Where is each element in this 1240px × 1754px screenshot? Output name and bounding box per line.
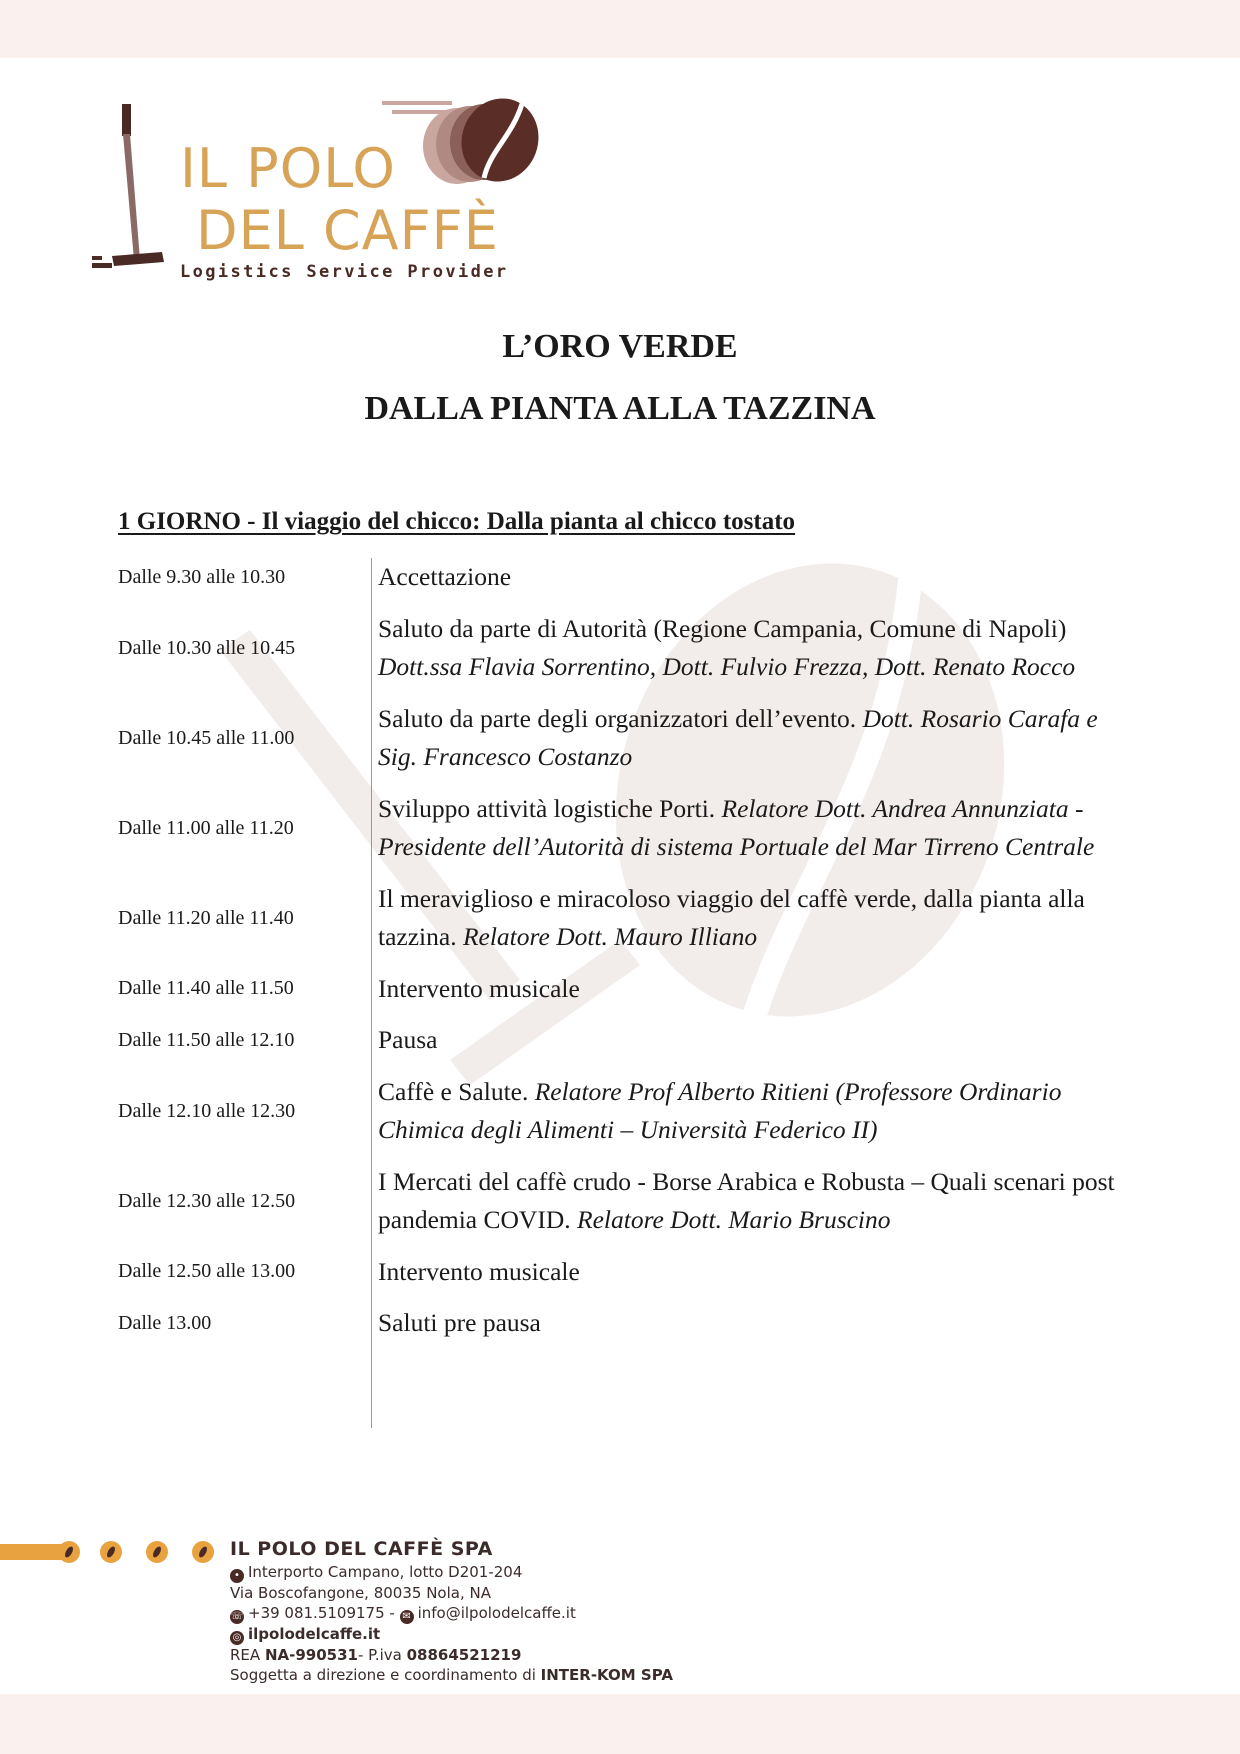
schedule-row (118, 700, 1128, 777)
schedule-row (118, 558, 1128, 597)
top-band (0, 0, 1240, 58)
schedule-description (378, 1021, 1128, 1060)
footer-contact (230, 1538, 673, 1685)
schedule-time: Dalle 13.00 (118, 1311, 212, 1334)
session-title: Intervento musicale (378, 1256, 580, 1286)
footer-rea-label: REA (230, 1646, 265, 1664)
footer-address-line2: Via Boscofangone, 80035 Nola, NA (230, 1584, 491, 1602)
schedule-row (118, 1163, 1128, 1240)
schedule-row (118, 1021, 1128, 1060)
session-speaker: Relatore Dott. Mario Bruscino (577, 1205, 891, 1234)
session-speaker: Dott. Rosario Carafa e Sig. Francesco Costanzo (378, 703, 1098, 771)
footer-phone: +39 081.5109175 - (248, 1604, 395, 1622)
schedule-description (378, 1304, 1128, 1343)
schedule-row (118, 790, 1128, 867)
schedule-time: Dalle 10.30 alle 10.45 (118, 636, 296, 659)
schedule-description (378, 880, 1128, 957)
page-title-line2: DALLA PIANTA ALLA TAZZINA (364, 390, 876, 427)
coffee-bean-dot-icon (58, 1541, 80, 1563)
schedule-row (118, 970, 1128, 1009)
column-divider (371, 558, 372, 1428)
session-title: Il meraviglioso e miracoloso viaggio del caffè verde, dalla pianta alla tazzina. (378, 883, 1085, 951)
session-title: Caffè e Salute. (378, 1076, 535, 1106)
footer-direction-label: Soggetta a direzione e coordinamento di (230, 1666, 541, 1684)
session-speaker: Relatore Prof Alberto Ritieni (Professore Ordinario Chimica degli Alimenti – Università Federico II) (378, 1076, 1062, 1144)
schedule-row (118, 610, 1128, 687)
session-title: Saluto da parte di Autorità (Regione Campania, Comune di Napoli) (378, 613, 1067, 643)
session-speaker: Relatore Dott. Andrea Annunziata - Presidente dell’Autorità di sistema Portuale del Mar Tirreno Centrale (378, 793, 1095, 861)
schedule-row (118, 880, 1128, 957)
schedule-time: Dalle 10.45 alle 11.00 (118, 726, 295, 749)
logo-text-line1: IL POLO (180, 137, 396, 200)
schedule-time: Dalle 9.30 alle 10.30 (118, 565, 286, 588)
footer-address1-text: Interporto Campano, lotto D201-204 (248, 1563, 523, 1581)
schedule-description (378, 1253, 1128, 1292)
schedule-time: Dalle 11.40 alle 11.50 (118, 977, 294, 1000)
schedule-description (378, 790, 1128, 867)
session-title: Pausa (378, 1025, 438, 1054)
footer-website-line (230, 1624, 673, 1645)
session-title: Accettazione (378, 562, 512, 591)
schedule-description (378, 970, 1128, 1009)
schedule-time: Dalle 12.30 alle 12.50 (118, 1189, 296, 1212)
schedule-description (378, 1073, 1128, 1150)
day-heading: 1 GIORNO - Il viaggio del chicco: Dalla pianta al chicco tostato (118, 508, 796, 535)
schedule-table (118, 558, 1128, 1356)
schedule-time: Dalle 12.50 alle 13.00 (118, 1260, 296, 1283)
session-title: Saluti pre pausa (378, 1308, 541, 1337)
session-title: Intervento musicale (378, 973, 580, 1003)
page-title-line1: L’ORO VERDE (502, 328, 738, 365)
session-speaker: Relatore Dott. Mauro Illiano (462, 922, 758, 951)
company-logo (92, 96, 562, 286)
schedule-description (378, 610, 1128, 687)
globe-icon: ◎ (230, 1631, 244, 1645)
schedule-time: Dalle 11.00 alle 11.20 (118, 816, 294, 839)
coffee-bean-dot-icon (192, 1541, 214, 1563)
bottom-band (0, 1694, 1240, 1754)
schedule-row (118, 1304, 1128, 1343)
footer-rea-value: NA-990531 (264, 1646, 358, 1664)
coffee-bean-dot-icon (146, 1541, 168, 1563)
footer-email[interactable]: info@ilpolodelcaffe.it (417, 1604, 576, 1622)
session-speaker: Dott.ssa Flavia Sorrentino, Dott. Fulvio Frezza, Dott. Renato Rocco (378, 652, 1076, 681)
schedule-time: Dalle 11.20 alle 11.40 (118, 906, 294, 929)
phone-icon: ☏ (230, 1611, 244, 1622)
session-title: Saluto da parte degli organizzatori dell’evento. (378, 703, 863, 733)
mail-icon: ✉ (400, 1610, 414, 1624)
footer-company-name: IL POLO DEL CAFFÈ SPA (230, 1538, 493, 1560)
footer-piva-value: 08864521219 (406, 1646, 522, 1664)
footer-contacts-line (230, 1603, 673, 1624)
schedule-time: Dalle 11.50 alle 12.10 (118, 1028, 295, 1051)
footer-direction-value: INTER-KOM SPA (540, 1666, 673, 1684)
footer-address-line1 (230, 1562, 673, 1583)
coffee-bean-dot-icon (100, 1541, 122, 1563)
session-title: I Mercati del caffè crudo - Borse Arabica e Robusta – Quali scenari post pandemia COVID. (378, 1166, 1115, 1234)
logo-tagline: Logistics Service Provider (180, 262, 509, 282)
footer-registration-line (230, 1645, 673, 1665)
schedule-description (378, 700, 1128, 777)
schedule-description (378, 1163, 1128, 1240)
location-icon: • (230, 1569, 244, 1583)
footer-piva-label: - P.iva (357, 1646, 407, 1664)
logo-text-line2: DEL CAFFÈ (196, 199, 499, 262)
schedule-row (118, 1073, 1128, 1150)
footer-website[interactable]: ilpolodelcaffe.it (248, 1625, 381, 1643)
schedule-time: Dalle 12.10 alle 12.30 (118, 1099, 296, 1122)
footer-direction-line (230, 1665, 673, 1685)
session-title: Sviluppo attività logistiche Porti. (378, 793, 722, 823)
schedule-row (118, 1253, 1128, 1292)
schedule-description (378, 558, 1128, 597)
